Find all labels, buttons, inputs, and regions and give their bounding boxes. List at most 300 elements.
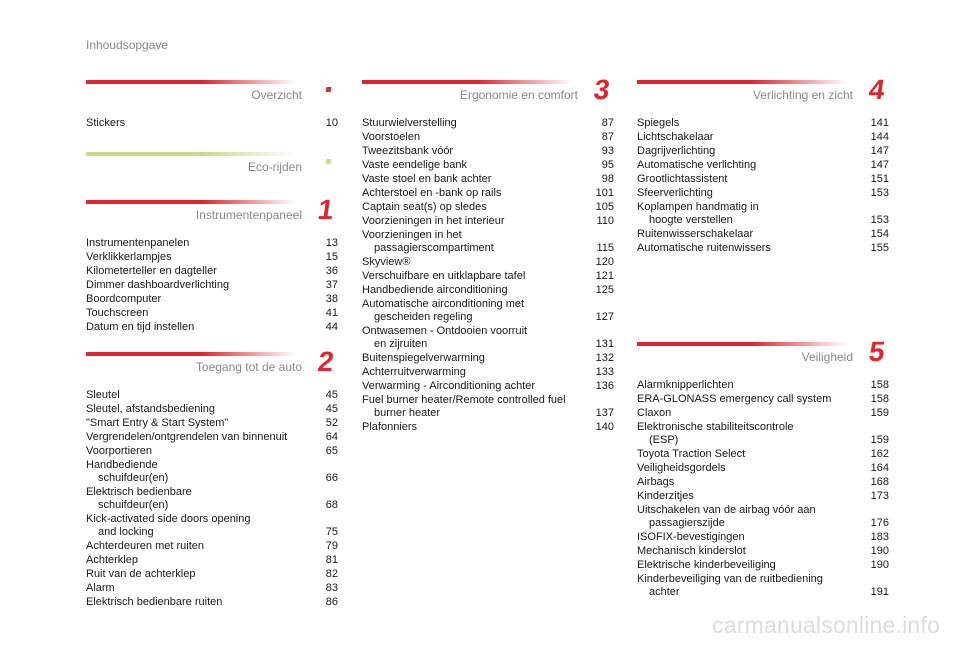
toc-entry-title-line: Claxon	[637, 406, 672, 419]
toc-entry-title-continuation: (ESP)	[649, 433, 679, 446]
toc-entry-page: 137	[595, 406, 614, 419]
section-bar	[637, 342, 847, 346]
toc-entry[interactable]	[637, 158, 889, 172]
toc-entry-page: 155	[870, 241, 889, 254]
toc-entry-title	[637, 131, 713, 144]
toc-entry-page: 86	[325, 595, 338, 608]
toc-entry-title	[362, 145, 453, 158]
toc-entry-title-line: Dimmer dashboardverlichting	[86, 278, 230, 291]
toc-entry-title-line: Boordcomputer	[86, 292, 162, 305]
toc-entry[interactable]	[637, 420, 889, 447]
toc-entry-title	[86, 251, 172, 264]
section-bar	[86, 152, 296, 156]
toc-entry-page: 83	[325, 581, 338, 594]
section-header	[86, 62, 338, 116]
toc-entry-title	[362, 421, 417, 434]
toc-entry-page: 45	[325, 388, 338, 401]
toc-entry[interactable]	[637, 186, 889, 200]
section-header	[362, 74, 614, 116]
toc-entry-title	[86, 486, 192, 512]
section-number: 2	[316, 346, 337, 377]
toc-entry-title-line: Elektrisch bedienbare	[86, 485, 192, 498]
toc-entry-title-line: Fuel burner heater/Remote controlled fuel	[362, 393, 566, 406]
toc-entry[interactable]	[86, 539, 338, 553]
toc-entry-page: 162	[870, 447, 889, 460]
toc-entry-title-line: Achterdeuren met ruiten	[86, 539, 205, 552]
toc-entry-title-line: ERA-GLONASS emergency call system	[637, 392, 832, 405]
toc-entry-title	[637, 504, 816, 530]
toc-entry-title	[86, 293, 161, 306]
toc-entry-title-line: Captain seat(s) op sledes	[362, 200, 487, 213]
toc-entry[interactable]	[362, 420, 614, 434]
toc-entry-page: 133	[595, 365, 614, 378]
page-title: Inhoudsopgave	[86, 38, 169, 52]
toc-entry-title	[362, 352, 485, 365]
toc-entry-title-continuation: passagierscompartiment	[374, 241, 494, 254]
toc-entry[interactable]	[637, 461, 889, 475]
toc-entry[interactable]	[362, 393, 614, 420]
entry-list	[362, 116, 614, 434]
toc-entry[interactable]	[86, 553, 338, 567]
toc-entry-title	[362, 256, 410, 269]
toc-entry[interactable]	[362, 130, 614, 144]
toc-entry-title-line: Ruit van de achterklep	[86, 567, 196, 580]
toc-entry-title-line: Vergrendelen/ontgrendelen van binnenuit	[86, 430, 288, 443]
toc-entry-page: 36	[325, 264, 338, 277]
toc-entry-title	[637, 393, 831, 406]
toc-entry-title	[86, 307, 148, 320]
toc-entry-title	[637, 448, 745, 461]
toc-entry-title-line: Stickers	[86, 116, 126, 129]
toc-entry-title-line: Vaste eendelige bank	[362, 158, 467, 171]
toc-entry-title-continuation: passagierszijde	[649, 516, 725, 529]
toc-entry-page: 105	[595, 200, 614, 213]
entry-list	[86, 116, 338, 130]
toc-entry-page: 65	[325, 444, 338, 457]
toc-entry[interactable]	[362, 200, 614, 214]
toc-entry-title	[86, 582, 115, 595]
toc-entry-page: 136	[595, 379, 614, 392]
toc-entry-title	[637, 490, 694, 503]
toc-entry-page: 68	[325, 498, 338, 511]
toc-entry-page: 158	[870, 392, 889, 405]
toc-entry[interactable]	[637, 241, 889, 255]
toc-entry-title	[637, 573, 823, 599]
section-veiligheid	[637, 336, 889, 599]
toc-entry-title-line: Alarmknipperlichten	[637, 378, 734, 391]
toc-entry[interactable]	[86, 264, 338, 278]
toc-entry-title-line: Spiegels	[637, 116, 680, 129]
toc-entry-title	[86, 459, 168, 485]
toc-entry-title	[637, 173, 727, 186]
toc-entry-title	[362, 201, 487, 214]
toc-entry-title-line: Uitschakelen van de airbag vóór aan	[637, 503, 816, 516]
toc-entry-page: 38	[325, 292, 338, 305]
toc-entry[interactable]	[637, 144, 889, 158]
toc-entry-page: 144	[870, 130, 889, 143]
toc-entry-title-line: Kinderbeveiliging van de ruitbediening	[637, 572, 823, 585]
toc-entry-title-line: Vaste stoel en bank achter	[362, 172, 492, 185]
section-header	[86, 134, 338, 188]
toc-entry-title-line: Stuurwielverstelling	[362, 116, 457, 129]
toc-entry[interactable]	[637, 227, 889, 241]
entry-list	[86, 388, 338, 609]
toc-entry-page: 82	[325, 567, 338, 580]
toc-entry-title-line: Instrumentenpanelen	[86, 236, 190, 249]
toc-entry[interactable]	[637, 475, 889, 489]
toc-entry-title-line: Tweezitsbank vóór	[362, 144, 454, 157]
section-bar	[637, 80, 847, 84]
toc-entry[interactable]	[362, 324, 614, 351]
toc-entry-title	[362, 380, 535, 393]
toc-entry[interactable]	[362, 351, 614, 365]
toc-entry-title-line: Dagrijverlichting	[637, 144, 716, 157]
toc-entry-title-line: Achterstoel en -bank op rails	[362, 186, 502, 199]
section-eco	[86, 134, 338, 188]
toc-entry-page: 87	[601, 130, 614, 143]
toc-entry-page: 190	[870, 558, 889, 571]
entry-list	[637, 116, 889, 255]
toc-entry[interactable]	[362, 116, 614, 130]
section-header	[637, 336, 889, 378]
toc-entry-title	[362, 117, 457, 130]
toc-entry[interactable]	[86, 444, 338, 458]
watermark: carmanualsonline.info	[712, 612, 940, 638]
section-ergonomie	[362, 74, 614, 434]
toc-entry-title-line: Handbediende	[86, 458, 158, 471]
toc-entry-page: 153	[870, 186, 889, 199]
toc-entry-page: 125	[595, 283, 614, 296]
toc-entry[interactable]	[637, 503, 889, 530]
toc-entry-title	[362, 215, 504, 228]
toc-entry[interactable]	[362, 297, 614, 324]
toc-entry[interactable]	[637, 406, 889, 420]
toc-entry[interactable]	[86, 292, 338, 306]
toc-entry-page: 131	[595, 337, 614, 350]
toc-entry-title	[637, 117, 679, 130]
section-title[interactable]: Eco-rijden	[247, 160, 302, 174]
toc-entry-title	[86, 513, 250, 539]
toc-entry[interactable]	[86, 236, 338, 250]
toc-entry-title	[637, 476, 674, 489]
toc-entry-page: 191	[870, 585, 889, 598]
toc-entry[interactable]	[637, 200, 889, 227]
toc-entry[interactable]	[86, 581, 338, 595]
toc-entry-title-line: Sleutel	[86, 388, 120, 401]
toc-entry-page: 121	[595, 269, 614, 282]
toc-entry-title	[86, 403, 215, 416]
toc-entry-title	[637, 187, 713, 200]
toc-entry-title	[362, 270, 525, 283]
toc-entry-title-line: ISOFIX-bevestigingen	[637, 530, 745, 543]
section-title[interactable]: Ergonomie en comfort	[459, 88, 578, 102]
toc-entry-page: 81	[325, 553, 338, 566]
toc-entry-title	[637, 462, 726, 475]
section-header	[637, 74, 889, 116]
toc-entry-title-line: Lichtschakelaar	[637, 130, 714, 143]
toc-entry[interactable]	[86, 512, 338, 539]
section-number: .	[321, 134, 337, 172]
toc-entry-title	[637, 228, 753, 241]
toc-entry-title	[637, 545, 746, 558]
section-title[interactable]: Toegang tot de auto	[195, 360, 302, 374]
toc-entry-title-line: Voorportieren	[86, 444, 153, 457]
toc-entry-title-line: Ruitenwisserschakelaar	[637, 227, 754, 240]
section-number: 4	[867, 74, 888, 105]
section-title[interactable]: Veiligheid	[801, 350, 853, 364]
section-verlichting	[637, 74, 889, 255]
toc-entry-title	[362, 187, 501, 200]
toc-entry-title	[637, 201, 759, 227]
toc-entry-page: 164	[870, 461, 889, 474]
toc-entry[interactable]	[86, 388, 338, 402]
toc-entry[interactable]	[362, 172, 614, 186]
toc-entry-title-line: Sfeerverlichting	[637, 186, 713, 199]
toc-entry[interactable]	[86, 116, 338, 130]
toc-entry[interactable]	[362, 365, 614, 379]
toc-entry-title-continuation: and locking	[98, 525, 154, 538]
toc-entry[interactable]	[637, 558, 889, 572]
toc-entry-title	[362, 284, 508, 297]
toc-entry[interactable]	[86, 458, 338, 485]
toc-entry-title	[637, 379, 734, 392]
toc-entry-title-line: Mechanisch kinderslot	[637, 544, 746, 557]
section-overzicht	[86, 62, 338, 130]
toc-entry[interactable]	[637, 116, 889, 130]
toc-entry-page: 158	[870, 378, 889, 391]
toc-entry-title	[637, 242, 771, 255]
toc-entry-title-line: Skyview®	[362, 255, 411, 268]
toc-entry-page: 159	[870, 406, 889, 419]
toc-entry-title-line: Toyota Traction Select	[637, 447, 746, 460]
toc-entry-title-continuation: schuifdeur(en)	[98, 498, 169, 511]
toc-entry[interactable]	[637, 392, 889, 406]
toc-entry-title-line: Verschuifbare en uitklapbare tafel	[362, 269, 526, 282]
toc-entry-page: 120	[595, 255, 614, 268]
toc-entry-title	[86, 117, 125, 130]
toc-entry[interactable]	[362, 379, 614, 393]
toc-entry[interactable]	[362, 228, 614, 255]
toc-entry-title-line: Elektrisch bedienbare ruiten	[86, 595, 223, 608]
toc-entry-title-line: Kinderzitjes	[637, 489, 694, 502]
entry-list	[637, 378, 889, 599]
toc-entry-page: 101	[595, 186, 614, 199]
toc-entry-title-line: Kilometerteller en dagteller	[86, 264, 217, 277]
toc-entry-page: 115	[596, 241, 614, 254]
toc-entry-page: 141	[870, 116, 889, 129]
toc-entry-page: 37	[325, 278, 338, 291]
toc-entry-title-continuation: achter	[649, 585, 680, 598]
toc-entry-page: 45	[325, 402, 338, 415]
toc-entry-title	[86, 237, 189, 250]
toc-entry-title-line: Elektrische kinderbeveiliging	[637, 558, 776, 571]
toc-entry[interactable]	[86, 485, 338, 512]
section-title[interactable]: Verlichting en zicht	[752, 88, 853, 102]
toc-entry-title-line: Voorzieningen in het	[362, 228, 462, 241]
toc-entry-page: 98	[601, 172, 614, 185]
toc-entry[interactable]	[86, 278, 338, 292]
toc-entry-page: 10	[325, 116, 338, 129]
toc-entry-title	[362, 366, 466, 379]
toc-entry-page: 64	[325, 430, 338, 443]
toc-entry-title-line: Buitenspiegelverwarming	[362, 351, 485, 364]
toc-entry-title	[637, 159, 756, 172]
section-bar	[86, 352, 296, 356]
toc-entry[interactable]	[637, 489, 889, 503]
toc-entry-title-line: Alarm	[86, 581, 115, 594]
toc-entry-page: 75	[325, 525, 338, 538]
toc-entry[interactable]	[637, 572, 889, 599]
toc-entry[interactable]	[86, 416, 338, 430]
toc-entry-page: 153	[870, 213, 889, 226]
toc-entry-title	[86, 265, 217, 278]
toc-entry-title-line: Ontwasemen - Ontdooien voorruit	[362, 324, 528, 337]
toc-entry-title	[637, 531, 745, 544]
toc-entry-title	[362, 325, 527, 351]
toc-entry-title	[86, 554, 138, 567]
toc-entry-title-continuation: burner heater	[374, 406, 441, 419]
toc-entry-title-continuation: gescheiden regeling	[374, 310, 473, 323]
toc-entry-title-line: Voorzieningen in het interieur	[362, 214, 505, 227]
toc-entry-page: 151	[870, 172, 889, 185]
toc-entry-title-continuation: en zijruiten	[374, 337, 428, 350]
section-number: 1	[316, 194, 337, 225]
toc-entry-page: 95	[601, 158, 614, 171]
toc-entry-title-line: Automatische airconditioning met	[362, 297, 525, 310]
toc-entry-title	[637, 145, 715, 158]
toc-entry-title	[362, 159, 467, 172]
toc-entry-page: 159	[870, 433, 889, 446]
section-bar	[86, 80, 296, 84]
toc-entry-title-line: Grootlichtassistent	[637, 172, 728, 185]
toc-entry-title-line: Airbags	[637, 475, 675, 488]
toc-entry-title	[86, 568, 195, 581]
toc-entry-title-line: Achterruitverwarming	[362, 365, 466, 378]
toc-entry[interactable]	[86, 306, 338, 320]
toc-entry-page: 140	[595, 420, 614, 433]
toc-entry-title	[362, 229, 494, 255]
toc-entry[interactable]	[637, 447, 889, 461]
toc-entry-title-line: Voorstoelen	[362, 130, 421, 143]
toc-entry-page: 66	[325, 471, 338, 484]
toc-entry-page: 127	[595, 310, 614, 323]
toc-entry-page: 93	[601, 144, 614, 157]
toc-entry[interactable]	[86, 320, 338, 334]
toc-entry-title-line: Verklikkerlampjes	[86, 250, 172, 263]
toc-entry-page: 15	[325, 250, 338, 263]
section-header	[86, 194, 338, 236]
toc-entry-title	[86, 417, 228, 430]
toc-entry-page: 173	[870, 489, 889, 502]
toc-entry[interactable]	[86, 595, 338, 609]
toc-entry[interactable]	[362, 144, 614, 158]
toc-entry[interactable]	[86, 402, 338, 416]
toc-entry-page: 13	[325, 236, 338, 249]
toc-entry-title-line: Sleutel, afstandsbediening	[86, 402, 216, 415]
toc-entry-title	[86, 279, 229, 292]
toc-entry-title-line: "Smart Entry & Start System"	[86, 416, 229, 429]
section-instrumentenpaneel	[86, 194, 338, 334]
toc-entry-page: 41	[325, 306, 338, 319]
section-title[interactable]: Instrumentenpaneel	[195, 208, 302, 222]
toc-entry[interactable]	[637, 544, 889, 558]
toc-entry[interactable]	[362, 158, 614, 172]
toc-entry[interactable]	[86, 250, 338, 264]
toc-entry[interactable]	[362, 255, 614, 269]
toc-entry-title-continuation: hoogte verstellen	[649, 213, 733, 226]
toc-entry-title-line: Kick-activated side doors opening	[86, 512, 251, 525]
toc-entry-title	[86, 540, 204, 553]
toc-entry-title-line: Elektronische stabiliteitscontrole	[637, 420, 794, 433]
section-title[interactable]: Overzicht	[251, 88, 302, 102]
toc-entry[interactable]	[86, 567, 338, 581]
toc-entry[interactable]	[362, 283, 614, 297]
section-number: .	[321, 62, 337, 100]
toc-entry[interactable]	[362, 186, 614, 200]
toc-entry-title	[362, 394, 566, 420]
toc-entry-title	[637, 407, 671, 420]
toc-entry-page: 147	[870, 158, 889, 171]
section-header	[86, 346, 338, 388]
toc-entry-page: 190	[870, 544, 889, 557]
toc-entry-title-line: Touchscreen	[86, 306, 149, 319]
toc-entry-title-line: Automatische verlichting	[637, 158, 757, 171]
toc-entry-page: 87	[601, 116, 614, 129]
toc-entry-page: 147	[870, 144, 889, 157]
toc-entry-page: 183	[870, 530, 889, 543]
toc-entry-title-line: Plafonniers	[362, 420, 418, 433]
toc-entry-title	[86, 321, 194, 334]
toc-entry[interactable]	[362, 214, 614, 228]
section-toegang	[86, 346, 338, 609]
toc-entry-page: 52	[325, 416, 338, 429]
toc-entry-page: 79	[325, 539, 338, 552]
toc-entry-page: 110	[596, 214, 614, 227]
toc-entry-title	[362, 298, 524, 324]
toc-entry-page: 168	[870, 475, 889, 488]
section-bar	[362, 80, 572, 84]
toc-entry-title-line: Automatische ruitenwissers	[637, 241, 771, 254]
toc-entry-title-line: Verwarming - Airconditioning achter	[362, 379, 536, 392]
section-bar	[86, 200, 296, 204]
toc-entry-page: 176	[870, 516, 889, 529]
toc-entry-title	[637, 559, 776, 572]
toc-entry[interactable]	[637, 378, 889, 392]
toc-entry-title-line: Handbediende airconditioning	[362, 283, 508, 296]
toc-entry-page: 44	[325, 320, 338, 333]
toc-entry-title	[86, 445, 152, 458]
toc-entry-title	[86, 596, 222, 609]
toc-entry-title	[86, 431, 287, 444]
toc-entry[interactable]	[86, 430, 338, 444]
toc-entry-title-continuation: schuifdeur(en)	[98, 471, 169, 484]
toc-entry-title-line: Achterklep	[86, 553, 138, 566]
toc-entry-title-line: Veiligheidsgordels	[637, 461, 726, 474]
toc-entry-page: 154	[870, 227, 889, 240]
toc-entry-page: 132	[595, 351, 614, 364]
toc-entry-title	[362, 173, 491, 186]
toc-entry-title	[362, 131, 420, 144]
section-number: 5	[867, 336, 888, 367]
toc-entry[interactable]	[637, 172, 889, 186]
toc-entry[interactable]	[362, 269, 614, 283]
toc-entry-title	[86, 389, 120, 402]
toc-entry[interactable]	[637, 530, 889, 544]
toc-entry[interactable]	[637, 130, 889, 144]
entry-list	[86, 236, 338, 334]
toc-entry-title-line: Koplampen handmatig in	[637, 200, 759, 213]
toc-entry-title	[637, 421, 794, 447]
